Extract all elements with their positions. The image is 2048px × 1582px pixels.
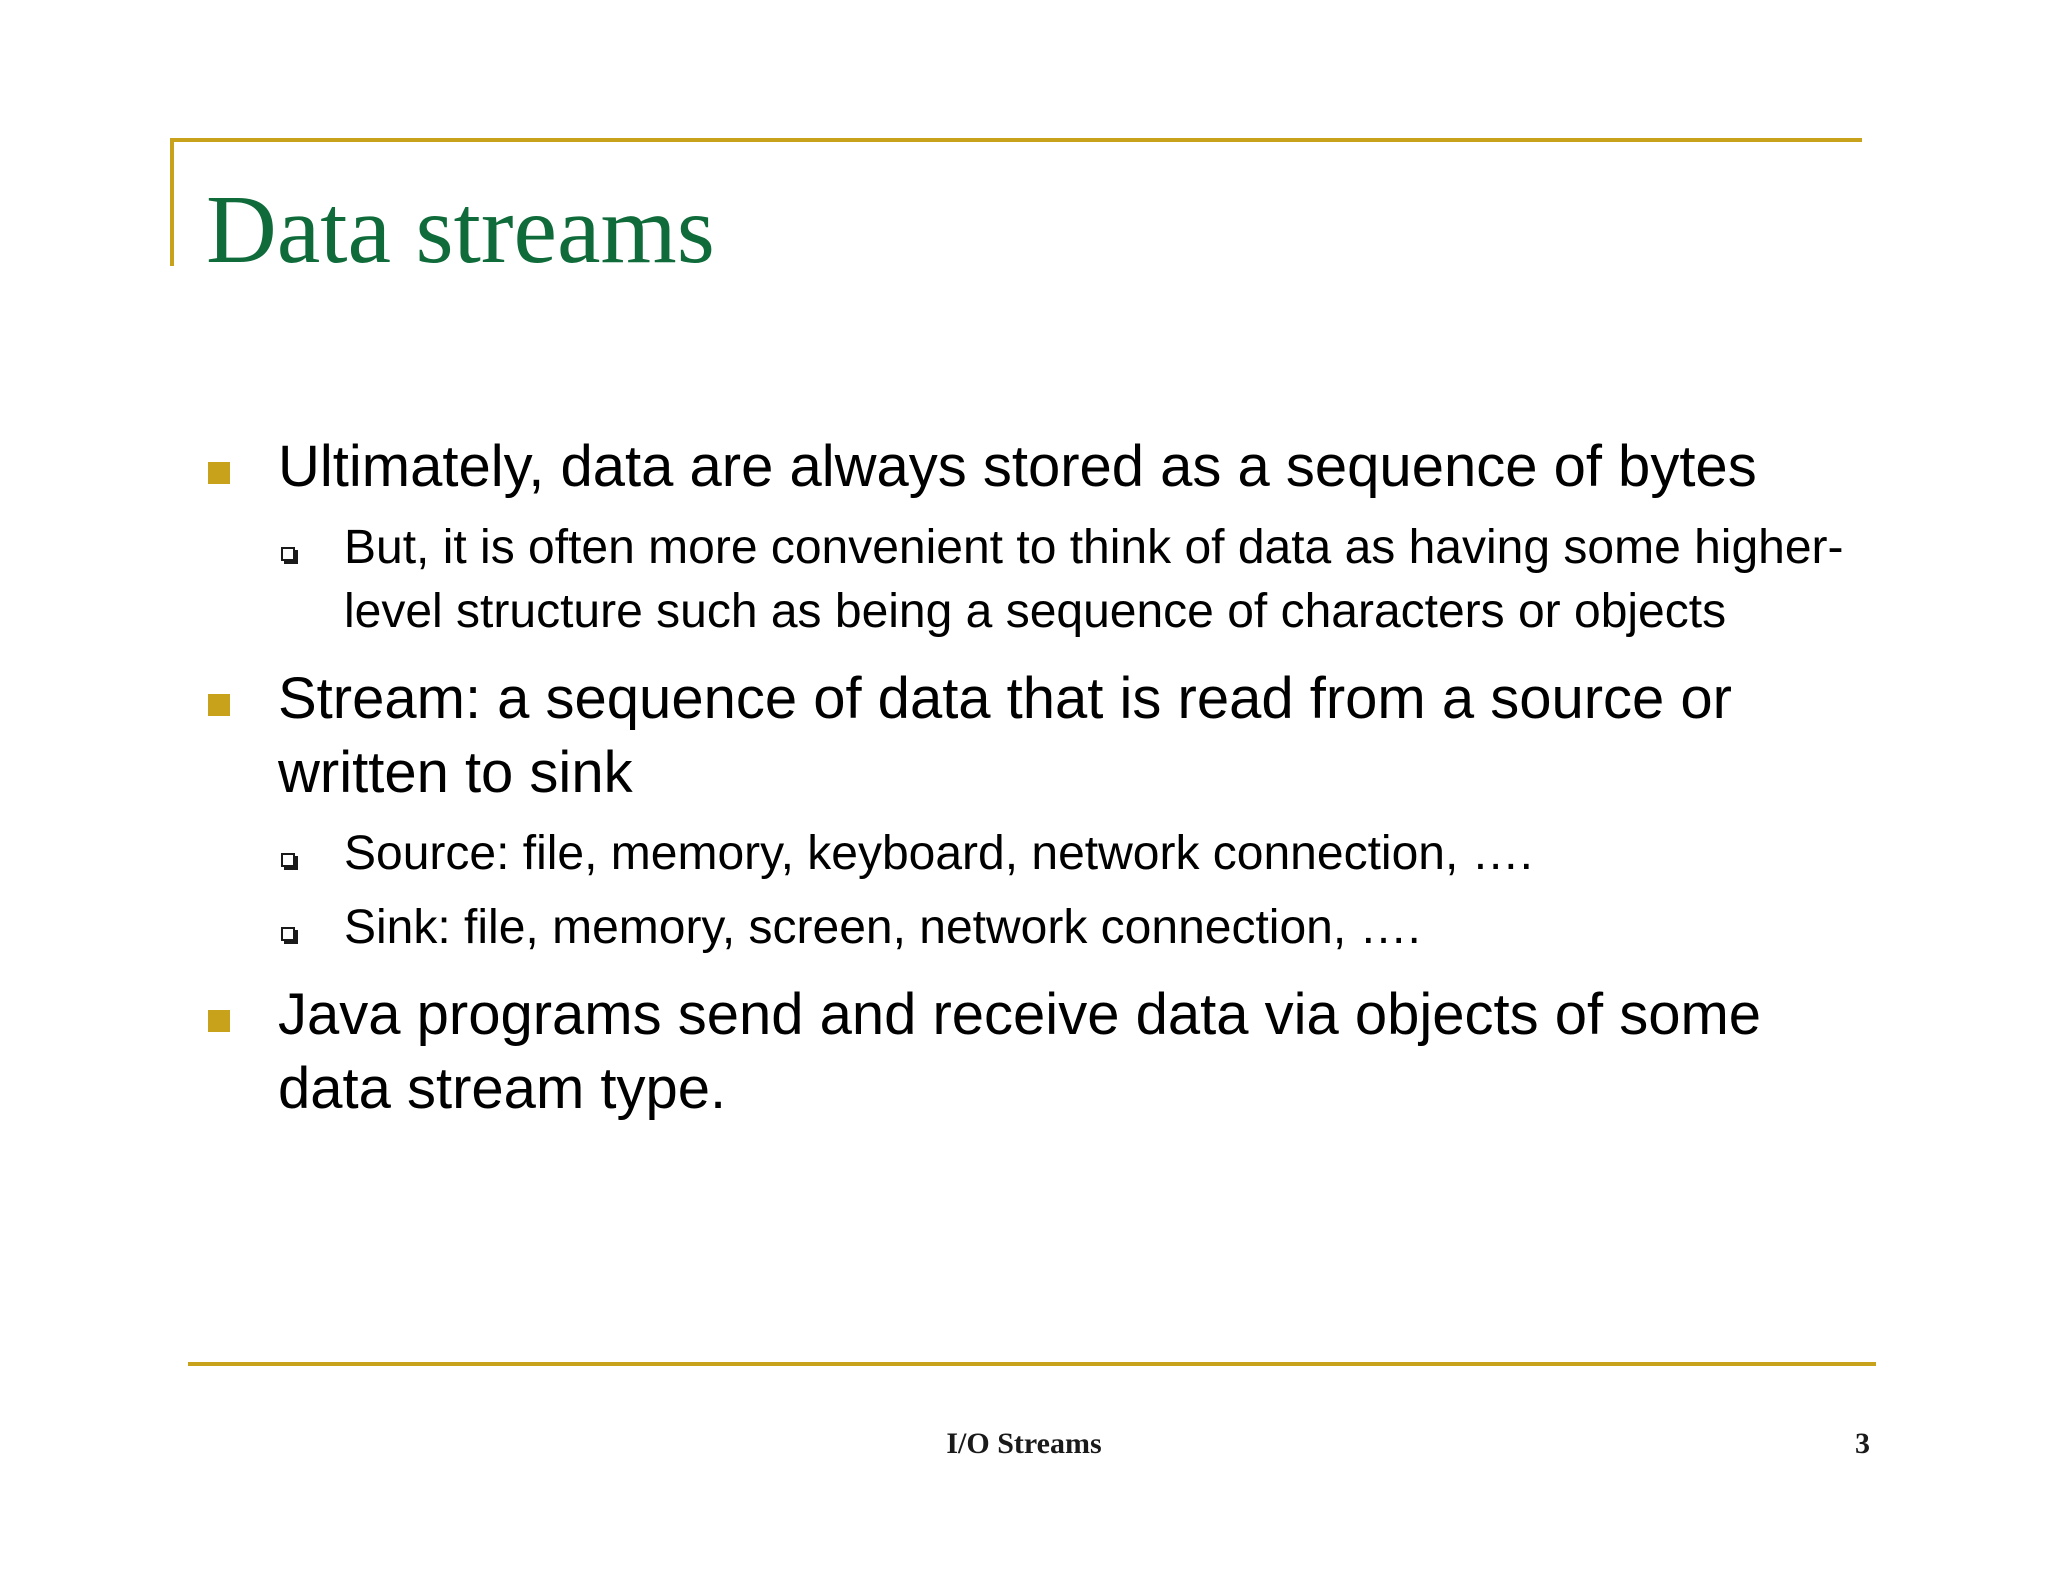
page-number: 3 (1855, 1427, 1870, 1460)
sub-bullet-text: Source: file, memory, keyboard, network connection, …. (344, 827, 1533, 880)
filled-square-bullet-icon (208, 462, 230, 484)
bullet-item (208, 662, 1888, 810)
title-frame-left-rule (170, 138, 174, 266)
sub-bullet-text: Sink: file, memory, screen, network connection, …. (344, 901, 1421, 954)
shadowed-box-bullet-icon (281, 547, 295, 561)
sub-bullet-item (208, 896, 1888, 960)
shadowed-box-bullet-icon (281, 927, 295, 941)
filled-square-bullet-icon (208, 694, 230, 716)
bullet-list (208, 430, 1888, 1138)
bullet-item (208, 978, 1888, 1126)
sub-bullet-text: But, it is often more convenient to think of data as having some higher-level structure such as being a sequence of characters or objects (344, 521, 1844, 638)
sub-bullet-item (208, 822, 1888, 886)
slide-title: Data streams (206, 176, 715, 284)
shadowed-box-bullet-icon (281, 853, 295, 867)
footer-title: I/O Streams (946, 1427, 1102, 1460)
bullet-text: Ultimately, data are always stored as a sequence of bytes (278, 434, 1757, 499)
bullet-text: Java programs send and receive data via objects of some data stream type. (278, 982, 1762, 1121)
bullet-item (208, 430, 1888, 504)
filled-square-bullet-icon (208, 1010, 230, 1032)
footer-rule (188, 1362, 1876, 1366)
sub-bullet-item (208, 516, 1888, 644)
title-frame-top-rule (170, 138, 1862, 142)
bullet-text: Stream: a sequence of data that is read from a source or written to sink (278, 666, 1732, 805)
